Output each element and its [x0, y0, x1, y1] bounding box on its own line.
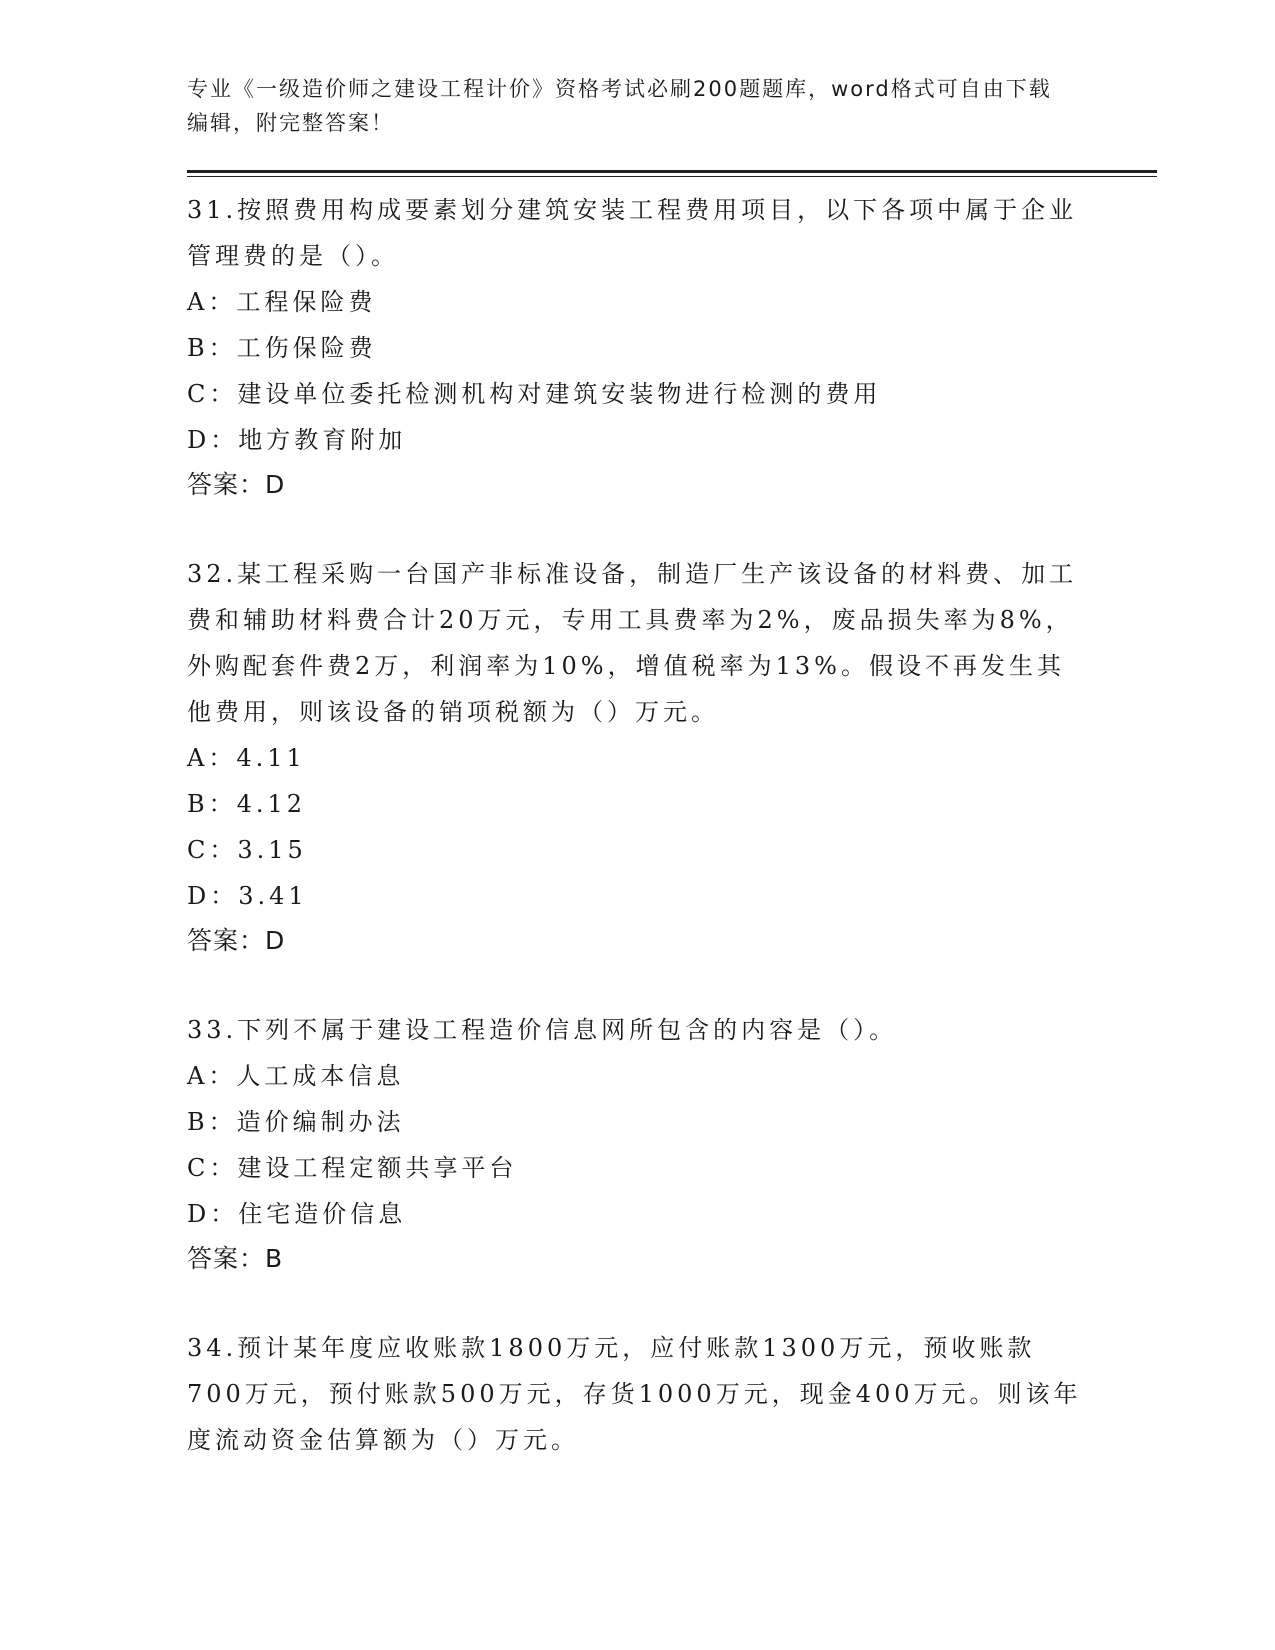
- question-stem: 33.下列不属于建设工程造价信息网所包含的内容是（）。: [187, 1016, 898, 1044]
- option-c: C：建设工程定额共享平台: [187, 1154, 518, 1182]
- document-page: [187, 72, 1157, 1507]
- answer-line: 答案：D: [187, 926, 286, 955]
- option-b: B：4.12: [187, 790, 307, 818]
- option-list: [187, 279, 1157, 463]
- option-a: A：4.11: [187, 744, 306, 772]
- option-c: C：3.15: [187, 836, 307, 864]
- header-rule-thick: [187, 170, 1157, 173]
- option-a: A：人工成本信息: [187, 1062, 405, 1090]
- option-b: B：工伤保险费: [187, 334, 377, 362]
- option-d: D：地方教育附加: [187, 426, 407, 454]
- question-32: [187, 551, 1157, 963]
- answer-line: 答案：B: [187, 1244, 284, 1273]
- question-list: [187, 187, 1157, 1463]
- question-34: [187, 1325, 1157, 1463]
- document-intro: 专业《一级造价师之建设工程计价》资格考试必刷200题题库，word格式可自由下载编辑，附完整答案！: [187, 77, 1052, 135]
- option-list: [187, 1053, 1157, 1237]
- question-stem: 32.某工程采购一台国产非标准设备，制造厂生产该设备的材料费、加工费和辅助材料费合计20万元，专用工具费率为2%，废品损失率为8%，外购配套件费2万，利润率为10%，增值税率为13%。假设不再发生其他费用，则该设备的销项税额为（）万元。: [187, 560, 1078, 726]
- option-d: D：住宅造价信息: [187, 1200, 407, 1228]
- question-stem: 31.按照费用构成要素划分建筑安装工程费用项目，以下各项中属于企业管理费的是（）。: [187, 196, 1078, 270]
- question-33: [187, 1007, 1157, 1281]
- answer-line: 答案：D: [187, 470, 286, 499]
- question-31: [187, 187, 1157, 507]
- option-list: [187, 735, 1157, 919]
- option-d: D：3.41: [187, 882, 308, 910]
- option-c: C：建设单位委托检测机构对建筑安装物进行检测的费用: [187, 380, 882, 408]
- question-stem: 34.预计某年度应收账款1800万元，应付账款1300万元，预收账款700万元，预付账款500万元，存货1000万元，现金400万元。则该年度流动资金估算额为（）万元。: [187, 1334, 1082, 1454]
- option-a: A：工程保险费: [187, 288, 377, 316]
- header-rule-thin: [187, 176, 1157, 177]
- option-b: B：造价编制办法: [187, 1108, 405, 1136]
